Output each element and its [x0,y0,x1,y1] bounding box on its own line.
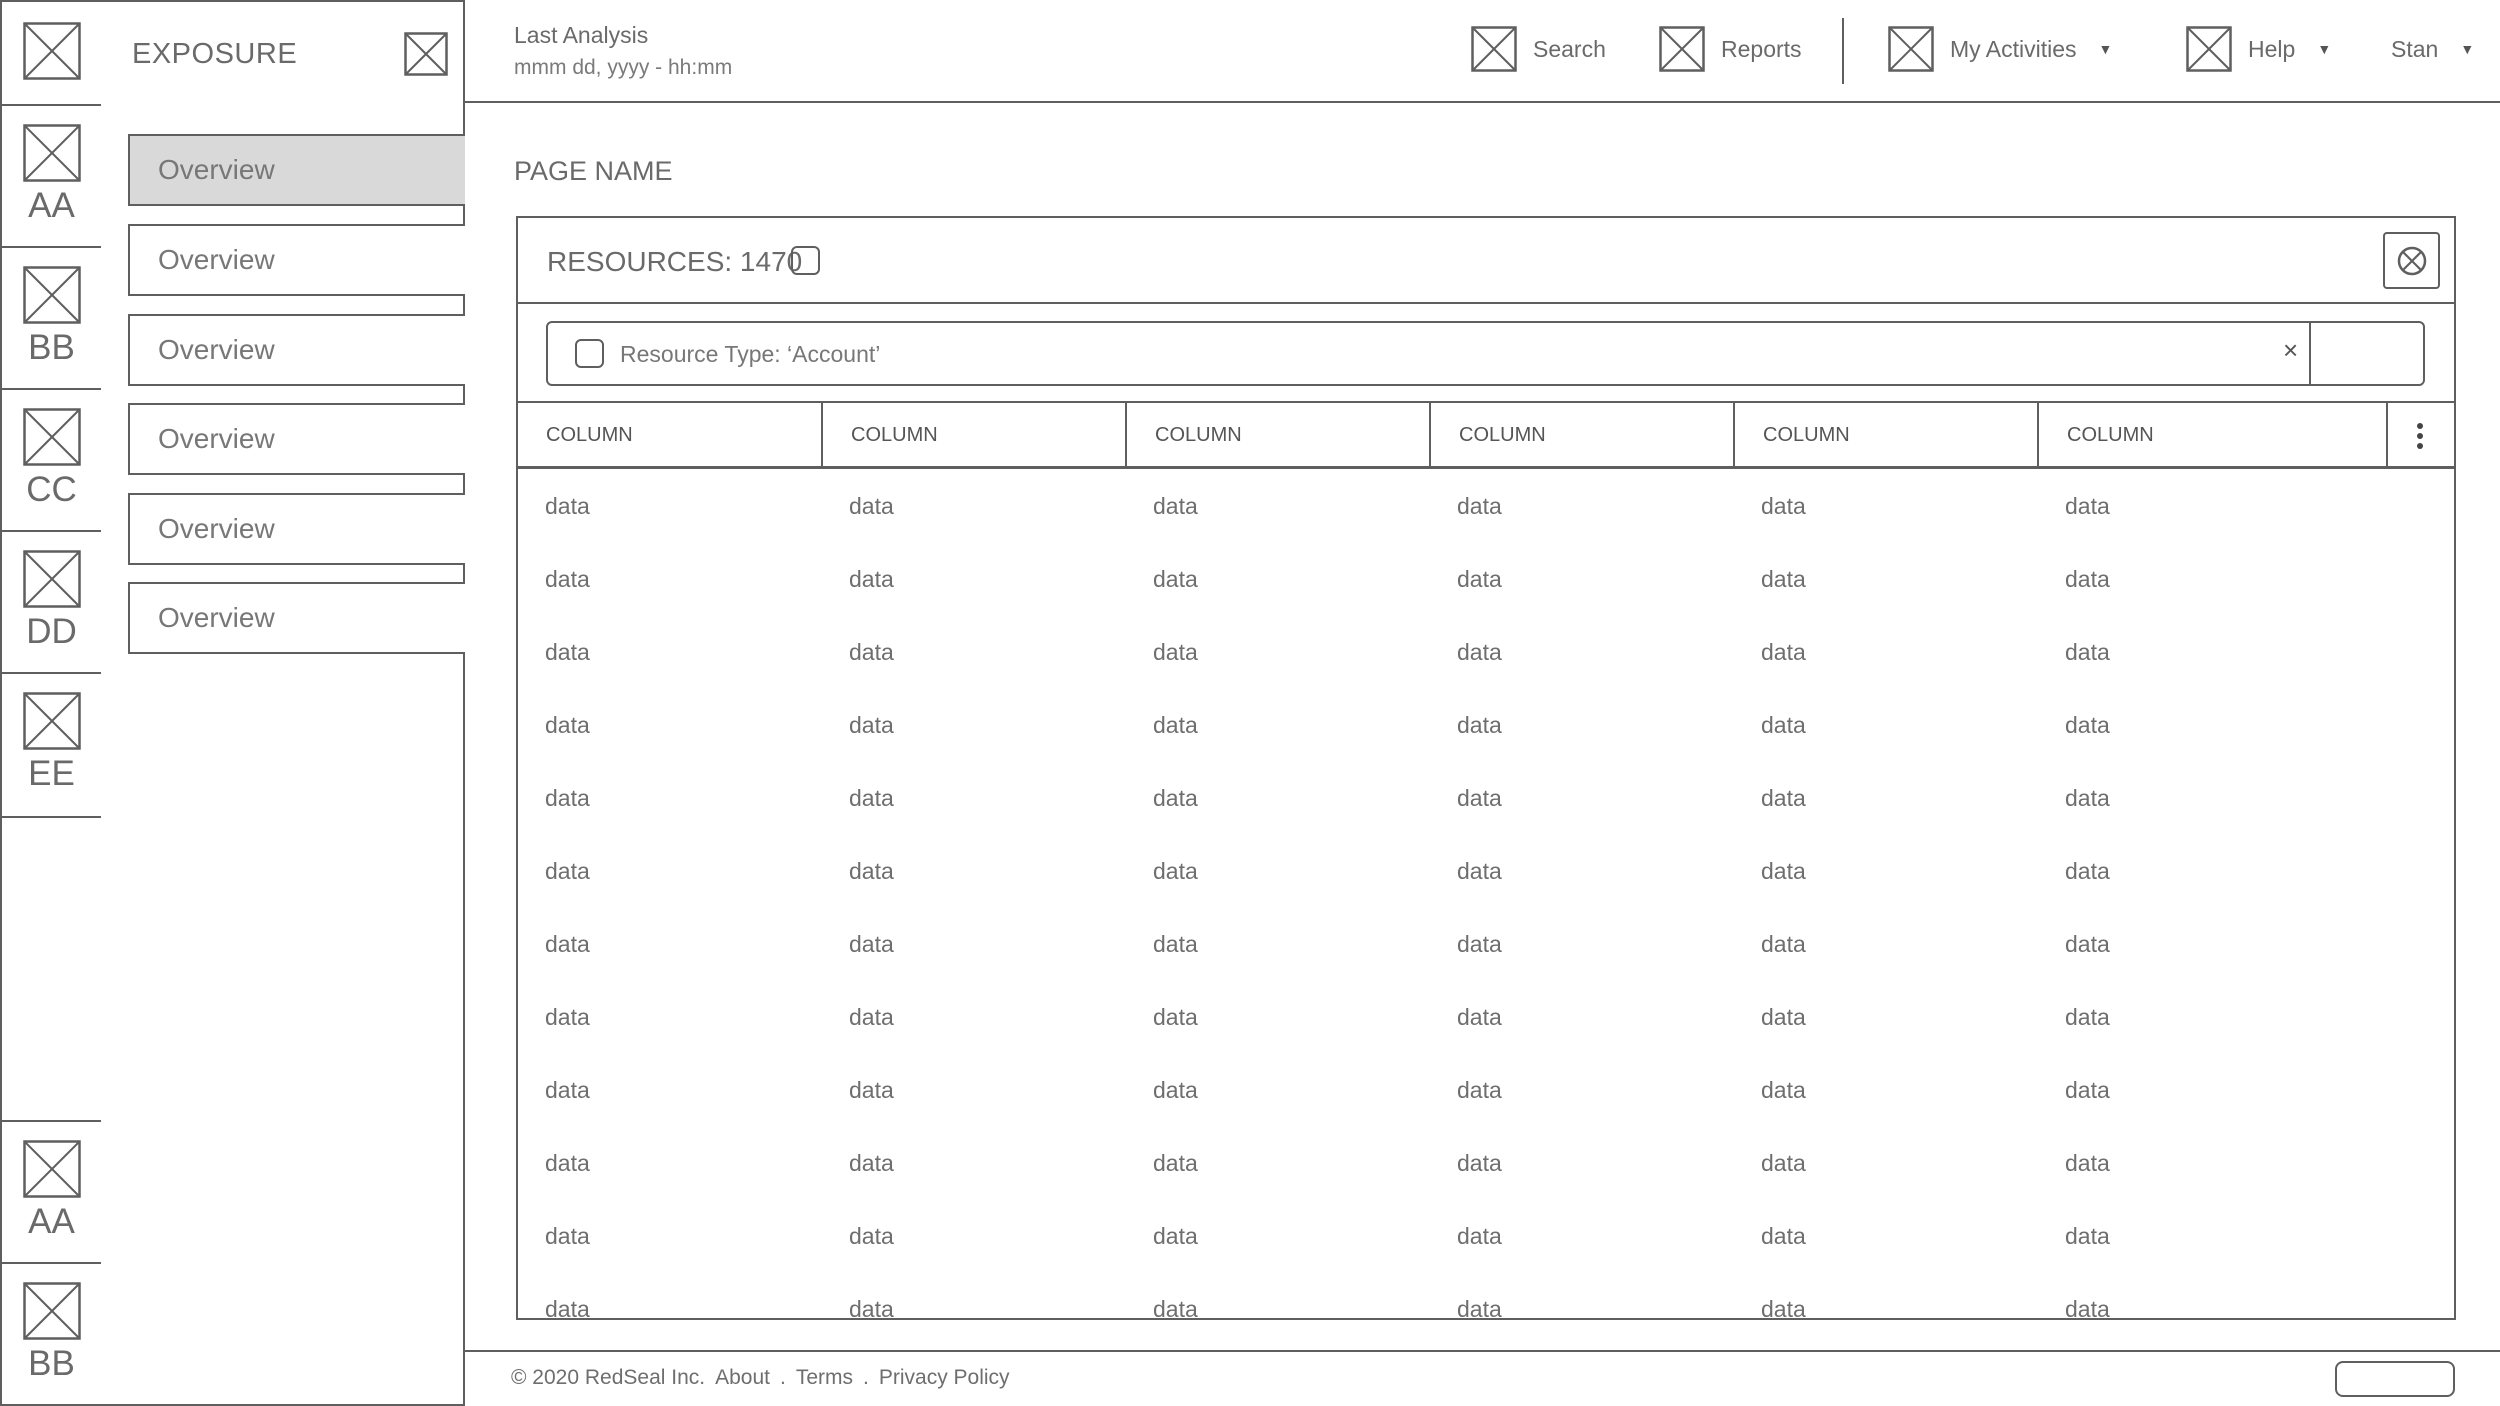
table-cell: data [1457,712,1502,738]
footer-links [511,1366,1010,1390]
rail-item-bb-bottom[interactable] [2,1264,101,1406]
my-activities-menu[interactable] [1888,26,2112,72]
table-cell: data [1761,639,1806,665]
rail-item-label: CC [26,470,77,509]
table-cell: data [1761,785,1806,811]
table-cell: data [1457,1004,1502,1030]
table-cell: data [545,1077,590,1103]
my-activities-label: My Activities [1950,35,2077,62]
placeholder-image-icon [23,692,81,750]
table-cell: data [849,493,894,519]
table-cell: data [849,785,894,811]
footer [465,1350,2500,1406]
table-row[interactable] [518,542,2454,615]
subnav-item-overview[interactable]: Overview [128,134,465,206]
rail-item-cc[interactable] [2,390,101,532]
table-row[interactable] [518,1272,2454,1320]
last-analysis-label: Last Analysis [514,22,649,48]
table-header [518,401,2454,469]
resources-title: RESOURCES: 1470 [547,246,803,277]
table-cell: data [2065,785,2110,811]
subnav-title: EXPOSURE [132,38,298,70]
placeholder-image-icon [23,1140,81,1198]
rail-item-aa[interactable] [2,106,101,248]
table-cell: data [849,712,894,738]
column-header[interactable]: COLUMN [823,403,1127,468]
table-cell: data [1153,639,1198,665]
footer-separator: . [780,1366,786,1389]
user-name: Stan [2391,35,2439,62]
table-cell: data [1153,785,1198,811]
table-cell: data [1457,1296,1502,1320]
reports-label: Reports [1721,35,1802,62]
placeholder-image-icon [23,124,81,182]
table-row[interactable] [518,1126,2454,1199]
more-vertical-icon [2417,421,2423,451]
table-cell: data [849,931,894,957]
placeholder-image-icon [23,22,81,80]
table-cell: data [1761,712,1806,738]
table-cell: data [545,858,590,884]
table-row[interactable] [518,469,2454,542]
table-cell: data [545,1296,590,1320]
footer-separator: . [863,1366,869,1389]
table-cell: data [545,785,590,811]
table-cell: data [1153,1077,1198,1103]
privacy-policy-link[interactable]: Privacy Policy [878,1366,1010,1389]
table-cell: data [545,639,590,665]
table-cell: data [1153,1150,1198,1176]
table-cell: data [1153,1296,1198,1320]
close-icon [2397,246,2427,276]
table-cell: data [1153,493,1198,519]
caret-down-icon: ▼ [2098,41,2113,57]
column-menu-button[interactable] [2386,403,2454,468]
table-cell: data [1761,1223,1806,1249]
table-cell: data [1457,639,1502,665]
column-header[interactable]: COLUMN [1127,403,1431,468]
table-cell: data [1761,493,1806,519]
table-cell: data [1457,1150,1502,1176]
table-cell: data [545,931,590,957]
table-row[interactable] [518,761,2454,834]
table-cell: data [1761,1150,1806,1176]
table-cell: data [545,1150,590,1176]
table-cell: data [1761,566,1806,592]
table-cell: data [1457,931,1502,957]
filter-bar[interactable] [546,321,2425,386]
activities-icon [1888,26,1934,72]
table-cell: data [2065,858,2110,884]
table-cell: data [2065,1223,2110,1249]
resources-panel [516,216,2456,1320]
table-cell: data [1153,566,1198,592]
reports-icon [1659,26,1705,72]
table-cell: data [1153,712,1198,738]
reports-nav[interactable] [1659,26,1802,72]
table-row[interactable] [518,980,2454,1053]
table-cell: data [1761,858,1806,884]
column-header[interactable]: COLUMN [2039,403,2388,468]
table-cell: data [1153,1004,1198,1030]
table-cell: data [545,1223,590,1249]
table-cell: data [1761,1077,1806,1103]
panel-header [518,218,2454,304]
table-cell: data [1761,1004,1806,1030]
table-cell: data [545,493,590,519]
table-row[interactable] [518,1053,2454,1126]
rail-item-aa-bottom[interactable] [2,1120,101,1264]
placeholder-image-icon [23,550,81,608]
rail-item-ee[interactable] [2,674,101,818]
table-cell: data [2065,566,2110,592]
column-header[interactable]: COLUMN [518,403,823,468]
top-header [465,0,2500,103]
placeholder-image-icon [23,1282,81,1340]
rail-item-bb[interactable] [2,248,101,390]
table-cell: data [2065,1004,2110,1030]
table-row[interactable] [518,1199,2454,1272]
table-cell: data [1761,1296,1806,1320]
filter-checkbox[interactable] [575,339,604,368]
table-cell: data [2065,639,2110,665]
table-row[interactable] [518,834,2454,907]
page-title: PAGE NAME [514,156,673,186]
rail-item-label: BB [28,1344,75,1383]
table-cell: data [849,1223,894,1249]
footer-button[interactable] [2335,1361,2455,1397]
table-cell: data [2065,1077,2110,1103]
header-divider [1842,18,1844,84]
table-cell: data [1457,1223,1502,1249]
search-label: Search [1533,35,1606,62]
secondary-nav [101,0,465,1406]
subnav-item-overview[interactable]: Overview [128,224,465,296]
filter-clear-icon[interactable]: × [2283,335,2299,365]
resources-checkbox[interactable] [791,246,820,275]
table-cell: data [545,566,590,592]
table-cell: data [849,1296,894,1320]
table-cell: data [849,639,894,665]
subnav-item-overview[interactable]: Overview [128,582,465,654]
last-analysis-date: mmm dd, yyyy - hh:mm [514,56,733,79]
rail-item-label: EE [28,754,75,793]
filter-divider [2309,321,2311,386]
rail-item-label: AA [28,186,75,225]
table-cell: data [1761,931,1806,957]
table-cell: data [2065,1150,2110,1176]
table-cell: data [849,1150,894,1176]
caret-down-icon: ▼ [2460,41,2475,57]
table-cell: data [2065,493,2110,519]
terms-link[interactable]: Terms [795,1366,854,1389]
table-cell: data [849,566,894,592]
close-icon[interactable] [404,32,448,76]
table-row[interactable] [518,907,2454,980]
table-cell: data [1153,858,1198,884]
rail-logo[interactable] [2,2,101,106]
rail-item-label: BB [28,328,75,367]
column-header[interactable]: COLUMN [1431,403,1735,468]
table-cell: data [2065,712,2110,738]
placeholder-image-icon [23,266,81,324]
about-link[interactable]: About [715,1366,770,1389]
left-rail [0,0,103,1406]
subnav-item-overview[interactable]: Overview [128,403,465,475]
help-icon [2186,26,2232,72]
table-cell: data [545,1004,590,1030]
table-cell: data [2065,1296,2110,1320]
copyright: © 2020 RedSeal Inc. [511,1366,706,1389]
help-menu[interactable] [2186,26,2331,72]
table-cell: data [849,1004,894,1030]
table-cell: data [849,1077,894,1103]
table-row[interactable] [518,688,2454,761]
subnav-item-overview[interactable]: Overview [128,314,465,386]
help-label: Help [2248,35,2296,62]
rail-item-label: DD [26,612,77,651]
rail-item-dd[interactable] [2,532,101,674]
column-header[interactable]: COLUMN [1735,403,2039,468]
caret-down-icon: ▼ [2317,41,2332,57]
table-cell: data [545,712,590,738]
table-cell: data [1153,931,1198,957]
table-cell: data [1457,1077,1502,1103]
table-cell: data [1457,493,1502,519]
search-icon [1471,26,1517,72]
table-cell: data [2065,931,2110,957]
table-row[interactable] [518,615,2454,688]
placeholder-image-icon [23,408,81,466]
table-cell: data [849,858,894,884]
table-body [518,469,2454,1320]
filter-text: Resource Type: ‘Account’ [620,341,881,367]
table-cell: data [1153,1223,1198,1249]
table-cell: data [1457,785,1502,811]
table-cell: data [1457,566,1502,592]
rail-item-label: AA [28,1202,75,1241]
search-nav[interactable] [1471,26,1606,72]
user-menu[interactable] [2391,26,2474,72]
panel-close-button[interactable] [2383,232,2440,289]
subnav-item-overview[interactable]: Overview [128,493,465,565]
table-cell: data [1457,858,1502,884]
